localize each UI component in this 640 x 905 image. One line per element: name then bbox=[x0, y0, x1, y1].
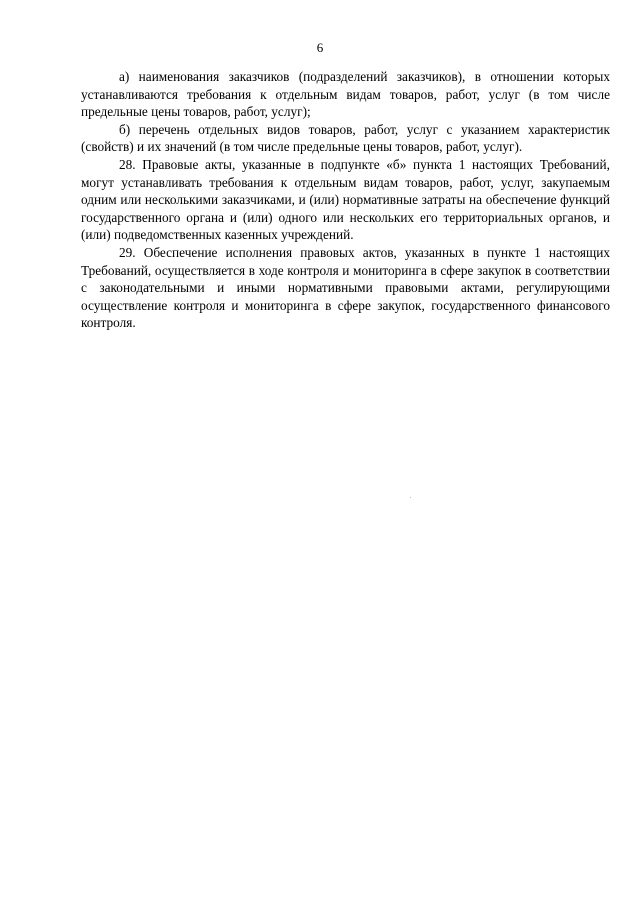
page-number: 6 bbox=[316, 40, 324, 55]
paragraph-28: 28. Правовые акты, указанные в подпункте «б» пункта 1 настоящих Требований, могут устанавливать требования к отдельным видам товаров, работ, услуг, закупаемым одним или несколькими заказчиками, и (или) нормативные затраты на обеспечение функций государственного органа и (или) одного или нескольких его территориальных органов, и (или) подведомственных казенных учреждений. bbox=[81, 156, 610, 243]
paragraph-item-a: а) наименования заказчиков (подразделений заказчиков), в отношении которых устанавливаются требования к отдельным видам товаров, работ, услуг (в том числе предельные цены товаров, работ, услуг); bbox=[81, 69, 610, 120]
scan-speck bbox=[410, 497, 411, 498]
paragraph-29: 29. Обеспечение исполнения правовых актов, указанных в пункте 1 настоящих Требований, осуществляется в ходе контроля и мониторинга в сфере закупок в соответствии с законодательными и иными нормативными правовыми актами, регулирующими осуществление контроля и мониторинга в сфере закупок, государственного финансового контроля. bbox=[81, 244, 610, 331]
document-body bbox=[81, 68, 610, 332]
paragraph-item-b: б) перечень отдельных видов товаров, работ, услуг с указанием характеристик (свойств) и их значений (в том числе предельные цены товаров, работ, услуг). bbox=[81, 121, 610, 155]
